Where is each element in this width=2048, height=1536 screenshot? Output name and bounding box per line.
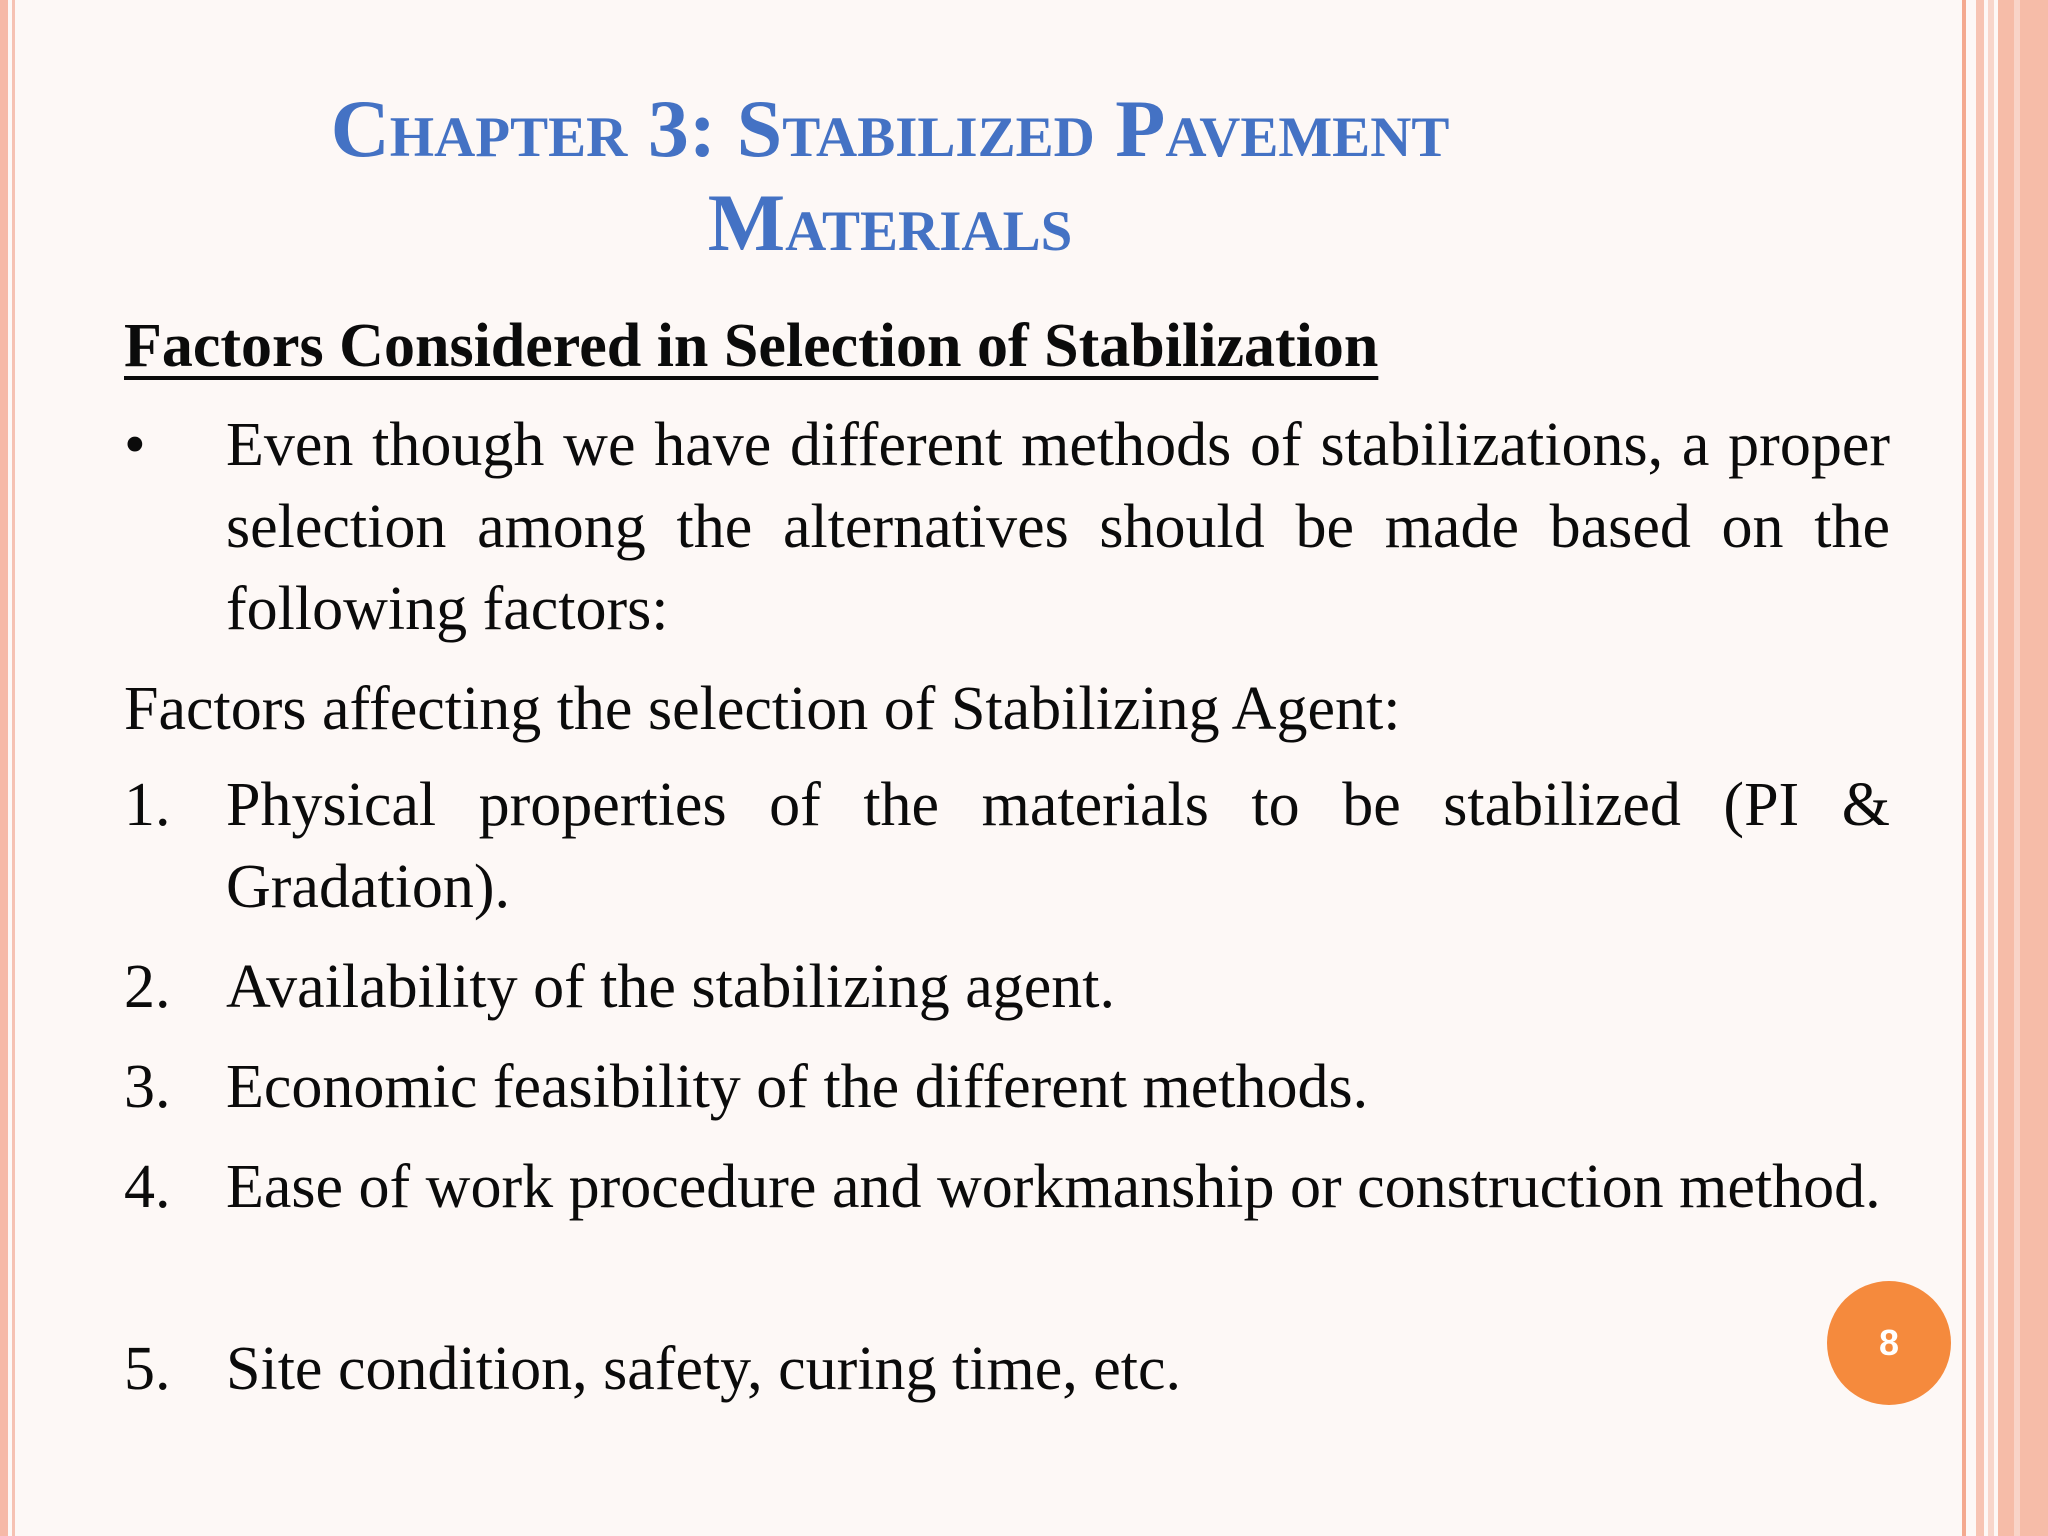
right-border-band xyxy=(1998,0,2048,1536)
right-border-stripe xyxy=(2014,0,2020,1536)
right-border-stripe xyxy=(1962,0,1966,1536)
list-item-text: Availability of the stabilizing agent. xyxy=(226,953,1116,1021)
list-item-text: Site condition, safety, curing time, etc. xyxy=(226,1335,1182,1403)
slide-title xyxy=(180,82,1600,270)
page-number-badge: 8 xyxy=(1827,1281,1951,1405)
factors-subheading: Factors affecting the selection of Stabilizing Agent: xyxy=(124,675,1401,743)
bullet-item xyxy=(124,404,1890,650)
right-border-stripe xyxy=(1988,0,1994,1536)
list-item xyxy=(124,1046,1890,1128)
list-item xyxy=(124,1146,1890,1228)
list-number: 3. xyxy=(124,1053,171,1121)
bullet-marker: • xyxy=(124,411,146,479)
left-border-stripe-thin xyxy=(12,0,15,1536)
slide-title-line-1: Chapter 3: Stabilized Pavement xyxy=(330,83,1450,174)
list-number: 2. xyxy=(124,953,171,1021)
right-border-stripe xyxy=(1976,0,1984,1536)
section-heading: Factors Considered in Selection of Stabilization xyxy=(124,312,1379,380)
list-item xyxy=(124,764,1890,928)
list-number: 5. xyxy=(124,1335,171,1403)
list-item xyxy=(124,946,1890,1028)
list-item-text: Ease of work procedure and workmanship or construction method. xyxy=(226,1153,1881,1221)
list-number: 1. xyxy=(124,771,171,839)
bullet-text: Even though we have different methods of stabilizations, a proper selection among the alternatives should be made based on the following factors: xyxy=(226,411,1890,643)
list-item-text: Economic feasibility of the different methods. xyxy=(226,1053,1369,1121)
slide-title-line-2: Materials xyxy=(707,177,1073,268)
list-item xyxy=(124,1328,1890,1410)
list-number: 4. xyxy=(124,1153,171,1221)
list-item-text: Physical properties of the materials to be stabilized (PI & Gradation). xyxy=(226,771,1890,921)
left-border-stripe xyxy=(0,0,8,1536)
